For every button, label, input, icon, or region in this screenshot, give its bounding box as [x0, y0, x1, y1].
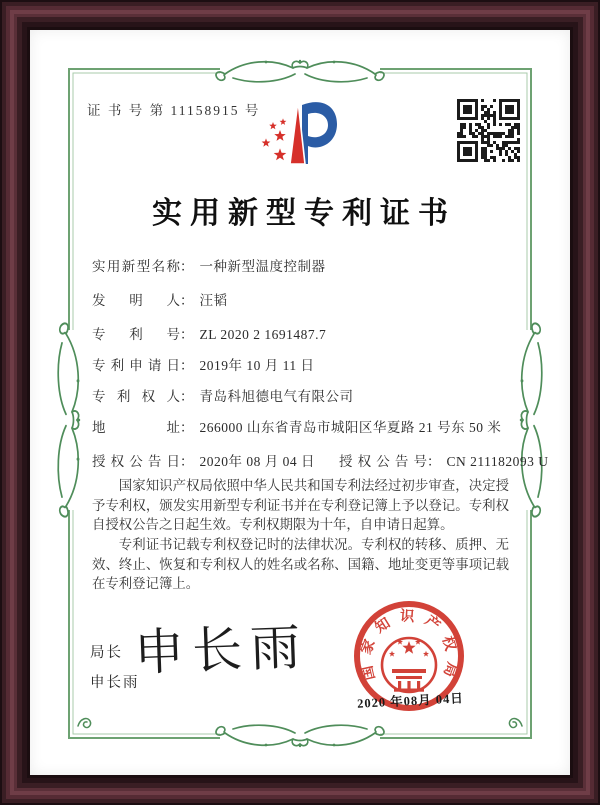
colon: ：	[180, 293, 194, 308]
legal-paragraph-2: 专利证书记载专利权登记时的法律状况。专利权的转移、质押、无效、终止、恢复和专利权人的姓名或名称、国籍、地址变更等事项记载在专利登记簿上。	[92, 537, 509, 591]
cnipa-logo-icon	[250, 94, 350, 189]
certificate-paper	[30, 30, 570, 775]
field-row-address	[92, 416, 512, 436]
director-block	[90, 641, 140, 701]
logo-p-shape	[302, 102, 337, 164]
logo-stars	[262, 118, 287, 160]
field-row-inventor	[92, 289, 512, 309]
field-row-filing-date	[92, 354, 512, 374]
colon: ：	[180, 454, 194, 469]
field-value: 青岛科旭德电气有限公司	[199, 389, 354, 404]
seal-text: 国家知识产权局	[357, 608, 461, 688]
field-value: 汪韬	[199, 293, 228, 308]
bottom-left-curl-ornament	[78, 719, 91, 728]
field-row-patent-no	[92, 323, 512, 343]
field-label: 授权公告日	[92, 454, 180, 469]
certificate-number: 证 书 号 第 11158915 号	[87, 103, 261, 118]
field-value: 266000 山东省青岛市城阳区华夏路 21 号东 50 米	[199, 420, 502, 435]
certificate-title: 实用新型专利证书	[152, 197, 456, 230]
colon: ：	[180, 420, 194, 435]
director-signature: 申长雨	[133, 618, 310, 682]
seal-date: 2020 年08月 04日	[356, 691, 465, 711]
colon: ：	[180, 327, 194, 342]
field-label: 专利申请日	[92, 358, 180, 373]
field-label: 地址	[92, 420, 180, 435]
field-label: 授权公告号	[339, 454, 427, 469]
field-label: 专利号	[92, 327, 180, 342]
field-value: 一种新型温度控制器	[199, 259, 326, 274]
qr-code-icon	[454, 96, 523, 165]
field-value: 2020年 08 月 04 日	[199, 454, 315, 469]
director-name: 申长雨	[90, 675, 140, 691]
colon: ：	[180, 389, 194, 404]
director-role: 局长	[90, 645, 123, 661]
field-row-grant	[92, 450, 549, 470]
field-value: ZL 2020 2 1691487.7	[199, 327, 327, 342]
field-label: 实用新型名称	[92, 259, 180, 274]
colon: ：	[180, 358, 194, 373]
colon: ：	[427, 454, 441, 469]
field-value: CN 211182093 U	[446, 454, 549, 469]
field-value: 2019年 10 月 11 日	[199, 358, 315, 373]
seal-national-emblem	[382, 638, 436, 692]
bottom-right-curl-ornament	[509, 719, 522, 728]
field-row-patentee	[92, 385, 512, 405]
field-row-name	[92, 255, 512, 275]
legal-paragraph-1: 国家知识产权局依照中华人民共和国专利法经过初步审查，决定授予专利权，颁发实用新型专利证书并在专利登记簿上予以登记。专利权自授权公告之日起生效。专利权期限为十年，自申请日起算。	[92, 478, 509, 532]
colon: ：	[180, 259, 194, 274]
field-label: 专利权人	[92, 389, 180, 404]
field-label: 发明人	[92, 293, 180, 308]
